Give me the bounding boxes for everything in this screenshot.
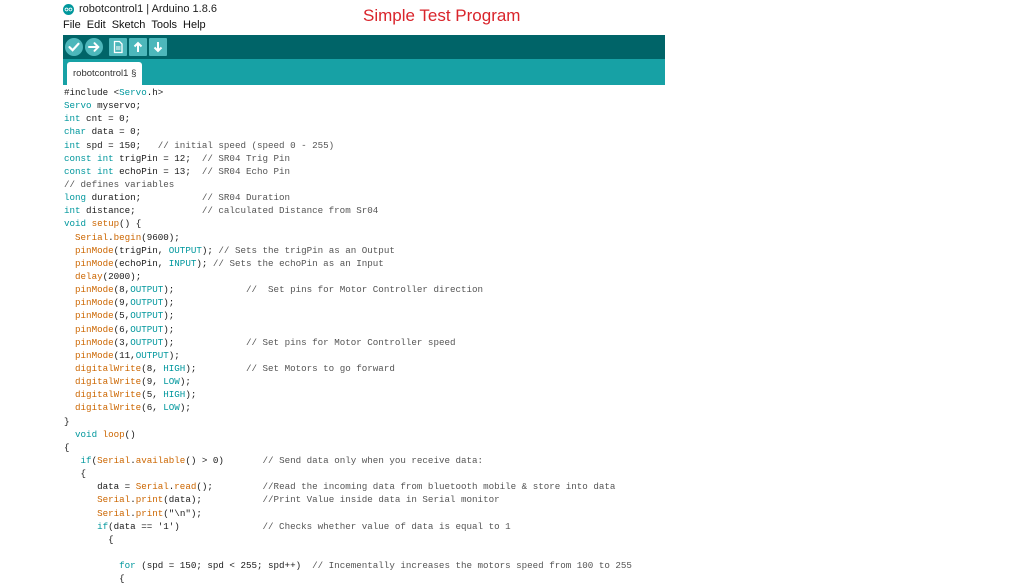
code-line: digitalWrite(8, HIGH); // Set Motors to go forward bbox=[75, 362, 395, 374]
code-line: const int echoPin = 13; // SR04 Echo Pin bbox=[64, 165, 291, 177]
arrow-down-icon bbox=[149, 38, 167, 56]
check-icon bbox=[65, 38, 83, 56]
code-line: Servo myservo; bbox=[64, 100, 142, 112]
code-line: Serial.print(data); //Print Value inside data in Serial monitor bbox=[97, 494, 500, 506]
code-line: Serial.begin(9600); bbox=[75, 231, 180, 243]
code-line: pinMode(8,OUTPUT); // Set pins for Motor Controller direction bbox=[75, 284, 484, 296]
open-button[interactable] bbox=[129, 38, 147, 56]
code-line: Serial.print("\n"); bbox=[97, 507, 202, 519]
code-line: data = Serial.read(); //Read the incoming data from bluetooth mobile & store into data bbox=[64, 481, 616, 493]
code-line: void loop() bbox=[75, 428, 136, 440]
code-line: delay(2000); bbox=[75, 270, 142, 282]
window-title: robotcontrol1 | Arduino 1.8.6 bbox=[79, 3, 218, 15]
code-line: void setup() { bbox=[64, 218, 142, 230]
menu-edit[interactable]: Edit bbox=[86, 19, 106, 31]
menu-bar bbox=[63, 19, 212, 33]
code-line: pinMode(5,OUTPUT); bbox=[75, 310, 175, 322]
code-line: { bbox=[64, 573, 125, 585]
code-line: { bbox=[64, 441, 70, 453]
code-line: digitalWrite(5, HIGH); bbox=[75, 389, 197, 401]
arrow-right-icon bbox=[85, 38, 103, 56]
code-line: } bbox=[64, 415, 70, 427]
arduino-icon bbox=[63, 4, 74, 15]
code-line: int spd = 150; // initial speed (speed 0 - 255) bbox=[64, 139, 335, 151]
code-line: if(Serial.available() > 0) // Send data only when you receive data: bbox=[80, 454, 484, 466]
save-button[interactable] bbox=[149, 38, 167, 56]
window-title-bar bbox=[63, 2, 217, 16]
code-line: if(data == '1') // Checks whether value of data is equal to 1 bbox=[97, 520, 511, 532]
code-line: const int trigPin = 12; // SR04 Trig Pin bbox=[64, 152, 291, 164]
code-line: { bbox=[64, 468, 87, 480]
code-line: pinMode(9,OUTPUT); bbox=[75, 297, 175, 309]
code-line: for (spd = 150; spd < 255; spd++) // Incementally increases the motors speed from 100 to 255 bbox=[119, 560, 632, 572]
code-line: pinMode(6,OUTPUT); bbox=[75, 323, 175, 335]
code-line: { bbox=[64, 533, 114, 545]
menu-sketch[interactable]: Sketch bbox=[111, 19, 146, 31]
code-line: long duration; // SR04 Duration bbox=[64, 192, 291, 204]
verify-button[interactable] bbox=[65, 38, 83, 56]
code-line: int distance; // calculated Distance from Sr04 bbox=[64, 205, 379, 217]
arrow-up-icon bbox=[129, 38, 147, 56]
tab-robotcontrol1[interactable]: robotcontrol1 § bbox=[67, 62, 142, 85]
menu-tools[interactable]: Tools bbox=[151, 19, 178, 31]
code-line: char data = 0; bbox=[64, 126, 142, 138]
code-line: pinMode(trigPin, OUTPUT); // Sets the trigPin as an Output bbox=[75, 244, 395, 256]
code-line: #include <Servo.h> bbox=[64, 87, 164, 98]
slide-title: Simple Test Program bbox=[363, 6, 521, 25]
new-button[interactable] bbox=[109, 38, 127, 56]
code-line: pinMode(echoPin, INPUT); // Sets the echoPin as an Input bbox=[75, 257, 384, 269]
code-line: digitalWrite(9, LOW); bbox=[75, 376, 191, 388]
code-editor[interactable] bbox=[64, 86, 664, 585]
tab-bar bbox=[63, 59, 665, 85]
toolbar bbox=[63, 35, 665, 59]
code-line: pinMode(3,OUTPUT); // Set pins for Motor Controller speed bbox=[75, 336, 456, 348]
menu-help[interactable]: Help bbox=[183, 19, 206, 31]
menu-file[interactable]: File bbox=[63, 19, 81, 31]
code-line: // defines variables bbox=[64, 178, 175, 190]
code-line: pinMode(11,OUTPUT); bbox=[75, 349, 180, 361]
code-line bbox=[64, 546, 664, 559]
new-file-icon bbox=[109, 38, 127, 56]
upload-button[interactable] bbox=[85, 38, 103, 56]
code-line: int cnt = 0; bbox=[64, 113, 131, 125]
code-line: digitalWrite(6, LOW); bbox=[75, 402, 191, 414]
